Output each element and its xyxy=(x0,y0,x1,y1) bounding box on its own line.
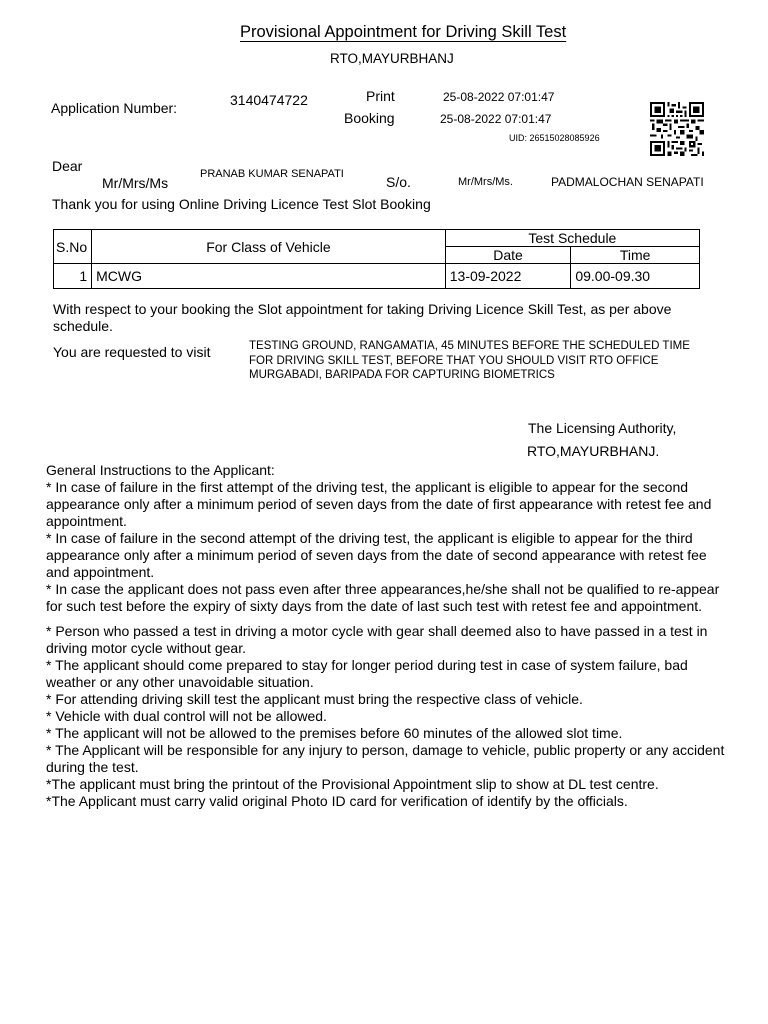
relation-name: PADMALOCHAN SENAPATI xyxy=(551,175,704,189)
date-header: Date xyxy=(445,247,571,264)
general-instructions xyxy=(46,462,726,810)
row-sno: 1 xyxy=(54,264,92,289)
office-name: RTO,MAYURBHANJ xyxy=(330,51,454,66)
sno-header: S.No xyxy=(54,230,92,264)
instruction-item: * The Applicant will be responsible for any injury to person, damage to vehicle, public property or any accident during the test. xyxy=(46,742,725,775)
print-label: Print xyxy=(366,88,395,104)
instructions-heading: General Instructions to the Applicant: xyxy=(46,462,275,478)
signature-line1: The Licensing Authority, xyxy=(528,420,677,436)
application-number-label: Application Number: xyxy=(51,100,178,116)
instruction-item: * Vehicle with dual control will not be allowed. xyxy=(46,708,327,724)
class-header: For Class of Vehicle xyxy=(92,230,446,264)
instruction-item: * In case the applicant does not pass even after three appearances,he/she shall not be qualified to re-appear for such test before the expiry of sixty days from the date of last such test with retest fee and appointment. xyxy=(46,581,720,614)
instruction-item: *The Applicant must carry valid original Photo ID card for verification of identify by the officials. xyxy=(46,793,628,809)
booking-datetime: 25-08-2022 07:01:47 xyxy=(440,112,552,126)
document-title: Provisional Appointment for Driving Skill Test xyxy=(240,23,567,41)
qr-code-icon xyxy=(650,102,704,156)
instruction-item: * Person who passed a test in driving a motor cycle with gear shall deemed also to have passed in a test in driving motor cycle without gear. xyxy=(46,623,708,656)
row-time: 09.00-09.30 xyxy=(571,264,700,289)
salutation-title: Mr/Mrs/Ms xyxy=(102,175,169,191)
thanks-message: Thank you for using Online Driving Licence Test Slot Booking xyxy=(52,196,431,212)
instruction-item: * In case of failure in the second attempt of the driving test, the applicant is eligible to appear for the third appearance only after a minimum period of seven days from the date of second appearance with retest fee and appointment. xyxy=(46,530,707,580)
signature-line2: RTO,MAYURBHANJ. xyxy=(527,443,660,459)
salutation-dear: Dear xyxy=(52,158,83,174)
instruction-item: *The applicant must bring the printout of the Provisional Appointment slip to show at DL test centre. xyxy=(46,776,659,792)
schedule-header: Test Schedule xyxy=(445,230,699,247)
relation-label: S/o. xyxy=(386,174,411,190)
instruction-item: * The applicant will not be allowed to the premises before 60 minutes of the allowed slot time. xyxy=(46,725,623,741)
instruction-item: * The applicant should come prepared to stay for longer period during test in case of system failure, bad weather or any other unavoidable situation. xyxy=(46,657,688,690)
relation-title: Mr/Mrs/Ms. xyxy=(458,176,513,188)
application-number: 3140474722 xyxy=(230,92,308,108)
uid: UID: 26515028085926 xyxy=(509,133,600,143)
schedule-table xyxy=(53,229,700,289)
row-class: MCWG xyxy=(92,264,446,289)
visit-instructions: TESTING GROUND, RANGAMATIA, 45 MINUTES BEFORE THE SCHEDULED TIME FOR DRIVING SKILL TEST, BEFORE THAT YOU SHOULD VISIT RTO OFFICE MURGABADI, BARIPADA FOR CAPTURING BIOMETRICS xyxy=(249,340,690,382)
instruction-item: * In case of failure in the first attempt of the driving test, the applicant is eligible to appear for the second appearance only after a minimum period of seven days from the date of first appearance with retest fee and appointment. xyxy=(46,479,712,529)
time-header: Time xyxy=(571,247,700,264)
instruction-item: * For attending driving skill test the applicant must bring the respective class of vehicle. xyxy=(46,691,583,707)
applicant-name: PRANAB KUMAR SENAPATI xyxy=(200,168,344,180)
print-datetime: 25-08-2022 07:01:47 xyxy=(443,90,555,104)
visit-label: You are requested to visit xyxy=(53,344,211,360)
respect-paragraph: With respect to your booking the Slot appointment for taking Driving Licence Skill Test, as per above schedule. xyxy=(53,301,672,334)
row-date: 13-09-2022 xyxy=(445,264,571,289)
booking-label: Booking xyxy=(344,110,395,126)
table-row xyxy=(54,264,700,289)
